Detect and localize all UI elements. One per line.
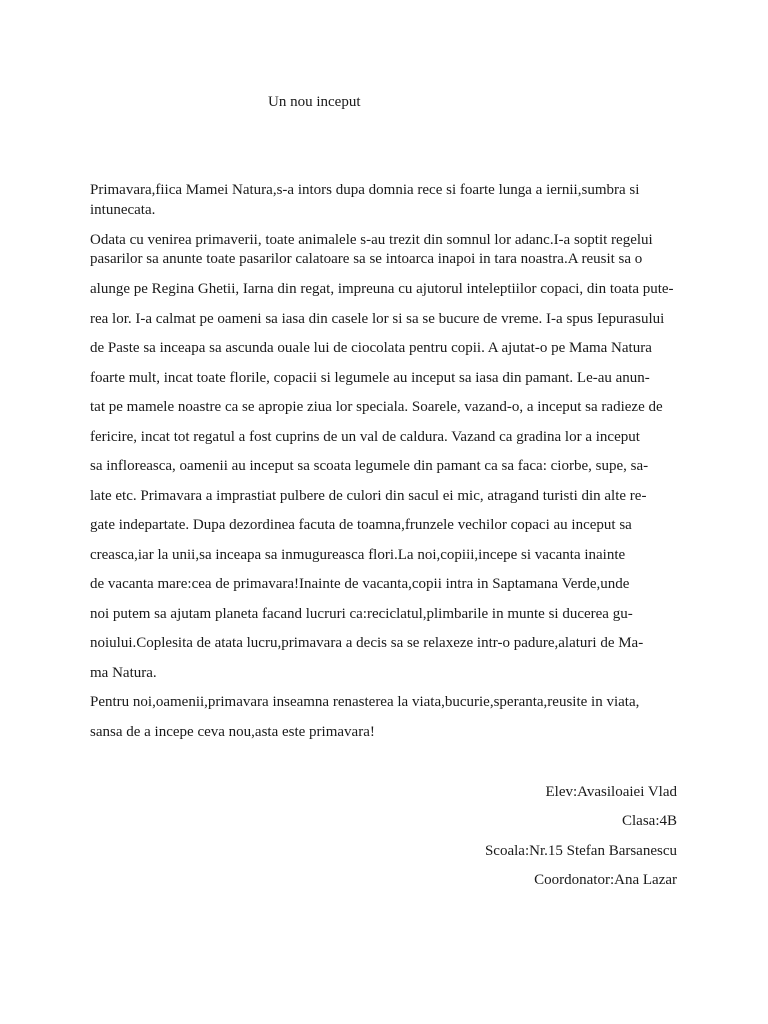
text-line: Odata cu venirea primaverii, toate animalele s-au trezit din somnul lor adanc.I-a soptit regelui: [90, 232, 653, 248]
text-line: noiului.Coplesita de atata lucru,primavara a decis sa se relaxeze intr-o padure,alaturi de Ma-: [90, 635, 644, 651]
text-line: sansa de a incepe ceva nou,asta este primavara!: [90, 724, 375, 740]
signature-coordinator: Coordonator:Ana Lazar: [534, 872, 677, 888]
text-line: de Paste sa inceapa sa ascunda ouale lui de ciocolata pentru copii. A ajutat-o pe Mama Natura: [90, 340, 652, 356]
text-line: de vacanta mare:cea de primavara!Inainte de vacanta,copii intra in Saptamana Verde,unde: [90, 576, 630, 592]
text-line: rea lor. I-a calmat pe oameni sa iasa din casele lor si sa se bucure de vreme. I-a spus Iepurasului: [90, 311, 665, 327]
text-line: ma Natura.: [90, 665, 157, 681]
text-line: tat pe mamele noastre ca se apropie ziua lor speciala. Soarele, vazand-o, a inceput sa radieze de: [90, 399, 663, 415]
signature-school: Scoala:Nr.15 Stefan Barsanescu: [484, 843, 677, 859]
text-line: alunge pe Regina Ghetii, Iarna din regat, impreuna cu ajutorul inteleptiilor copaci, din toata pute-: [90, 281, 674, 297]
text-line: gate indepartate. Dupa dezordinea facuta de toamna,frunzele vechilor copaci au inceput sa: [90, 517, 632, 533]
text-line: Primavara,fiica Mamei Natura,s-a intors dupa domnia rece si foarte lunga a iernii,sumbra si: [90, 182, 640, 198]
text-line: Pentru noi,oamenii,primavara inseamna renasterea la viata,bucurie,speranta,reusite in viata,: [90, 694, 640, 710]
text-line: fericire, incat tot regatul a fost cuprins de un val de caldura. Vazand ca gradina lor a inceput: [90, 429, 640, 445]
text-line: sa infloreasca, oamenii au inceput sa scoata legumele din pamant ca sa faca: ciorbe, supe, sa-: [90, 458, 649, 474]
text-line: pasarilor sa anunte toate pasarilor calatoare sa se intoarca inapoi in tara noastra.A reusit sa o: [90, 251, 643, 267]
signature-class: Clasa:4B: [622, 813, 677, 829]
text-line: intunecata.: [90, 202, 156, 218]
text-line: creasca,iar la unii,sa inceapa sa inmugureasca flori.La noi,copiii,incepe si vacanta inainte: [90, 547, 626, 563]
text-line: noi putem sa ajutam planeta facand lucruri ca:reciclatul,plimbarile in munte si ducerea gu-: [90, 606, 633, 622]
signature-student: Elev:Avasiloaiei Vlad: [545, 784, 677, 800]
text-line: late etc. Primavara a imprastiat pulbere de culori din sacul ei mic, atragand turisti din alte re-: [90, 488, 647, 504]
document-title: Un nou inceput: [268, 94, 361, 110]
text-line: foarte mult, incat toate florile, copacii si legumele au inceput sa iasa din pamant. Le-au anun-: [90, 370, 650, 386]
